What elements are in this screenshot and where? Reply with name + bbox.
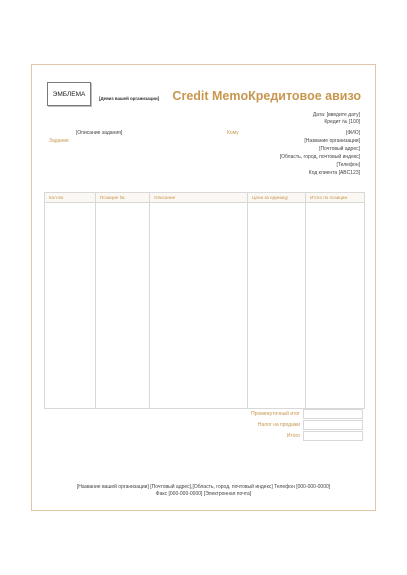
recipient-address-field[interactable]: [Почтовый адрес] <box>319 146 360 152</box>
credit-number-field[interactable]: Кредит № [100] <box>324 119 360 125</box>
date-field[interactable]: Дата: [введите дату] <box>312 112 360 118</box>
column-divider <box>247 193 248 408</box>
total-row <box>32 431 375 441</box>
footer-fax-email-line: Факс [000-000-0000] [Электронная почта] <box>155 491 252 497</box>
header-quantity: Кол-во <box>49 195 64 200</box>
recipient-name-field[interactable]: [ФИО] <box>345 130 360 136</box>
credit-memo-page <box>31 64 376 511</box>
subtotal-label: Промежуточный итог <box>251 411 300 417</box>
header-line-total: Итого по позиции <box>310 195 348 200</box>
total-label: Итого <box>286 433 300 439</box>
recipient-phone-field[interactable]: [Телефон] <box>336 162 360 168</box>
recipient-region-field[interactable]: [Область, город, почтовый индекс] <box>279 154 360 160</box>
total-value-field[interactable] <box>303 431 363 441</box>
sales-tax-value-field[interactable] <box>303 420 363 430</box>
column-divider <box>305 193 306 408</box>
column-divider <box>149 193 150 408</box>
footer-contact-line: [Название вашей организации] [Почтовый адрес],[Область, город, почтовый индекс] Телефон [000-000-0000] <box>76 484 331 490</box>
client-code-field[interactable]: Код клиента [ABC123] <box>308 170 360 176</box>
header-description: Описание <box>154 195 176 200</box>
document-title: Credit MemoКредитовое авизо <box>172 89 361 103</box>
subtotal-value-field[interactable] <box>303 409 363 419</box>
to-label: Кому <box>227 130 239 136</box>
table-header-row <box>45 193 364 203</box>
header-unit-price: Цена за единицу <box>252 195 288 200</box>
sales-tax-label: Налог на продажи <box>257 422 300 428</box>
task-description-field[interactable]: [Описание задания] <box>76 130 123 136</box>
header-item-number: Позиция № <box>100 195 125 200</box>
company-motto[interactable]: [Девиз вашей организации] <box>99 96 160 101</box>
line-items-table <box>44 192 365 409</box>
subtotal-row <box>32 409 375 419</box>
logo-placeholder[interactable]: ЭМБЛЕМА <box>47 82 91 106</box>
task-label: Задание <box>49 138 69 144</box>
sales-tax-row <box>32 420 375 430</box>
recipient-org-field[interactable]: [Название организации] <box>304 138 360 144</box>
column-divider <box>95 193 96 408</box>
